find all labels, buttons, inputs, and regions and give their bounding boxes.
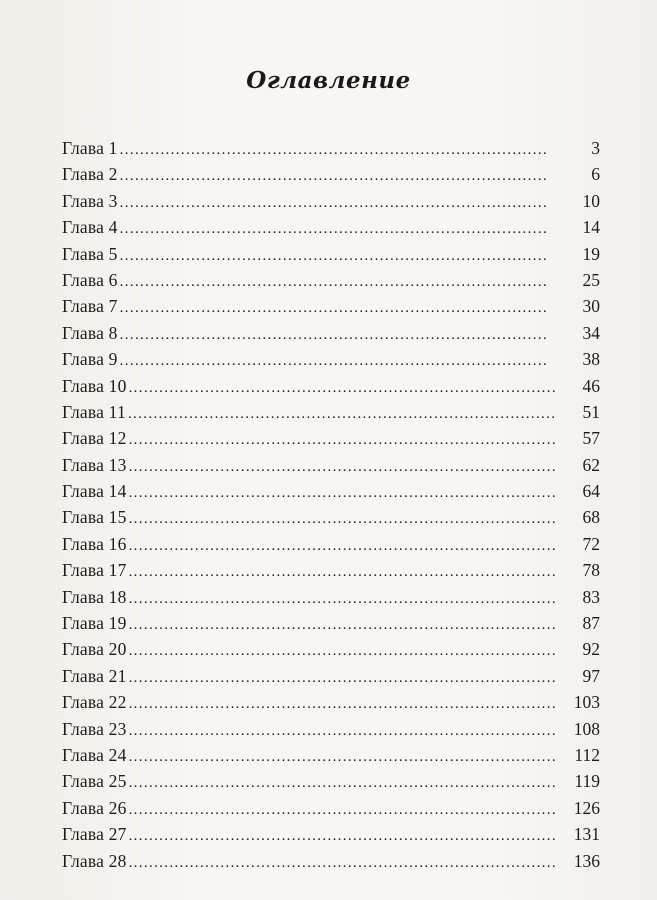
- toc-entry: [62, 373, 600, 399]
- toc-entry-page-number: 131: [573, 824, 600, 845]
- toc-dot-leader: [129, 850, 572, 876]
- toc-entry-label: Глава 26: [62, 797, 127, 818]
- toc-entry: [62, 399, 600, 425]
- toc-dot-leader: [129, 770, 573, 796]
- toc-entry-page-number: 25: [582, 269, 600, 290]
- toc-entry-label: Глава 11: [62, 401, 126, 422]
- toc-entry-page-number: 46: [582, 375, 600, 396]
- toc-entry-label: Глава 9: [62, 349, 118, 370]
- toc-entry-label: Глава 10: [62, 375, 127, 396]
- toc-entry: [62, 610, 600, 636]
- toc-dot-leader: [129, 533, 581, 559]
- toc-dot-leader: [129, 480, 581, 506]
- toc-entry-page-number: 38: [582, 349, 600, 370]
- table-of-contents: [62, 135, 600, 874]
- toc-entry: [62, 584, 600, 610]
- toc-entry: [62, 716, 600, 742]
- toc-entry: [62, 241, 600, 267]
- toc-dot-leader: [120, 269, 581, 295]
- toc-entry-label: Глава 21: [62, 665, 127, 686]
- toc-dot-leader: [129, 744, 573, 770]
- toc-dot-leader: [120, 216, 581, 242]
- toc-dot-leader: [129, 797, 572, 823]
- toc-entry-page-number: 83: [582, 586, 600, 607]
- toc-entry-page-number: 97: [582, 665, 600, 686]
- toc-entry-label: Глава 13: [62, 454, 127, 475]
- toc-entry-page-number: 62: [582, 454, 600, 475]
- toc-dot-leader: [120, 243, 581, 269]
- toc-dot-leader: [129, 375, 581, 401]
- toc-entry-label: Глава 23: [62, 718, 127, 739]
- toc-dot-leader: [129, 612, 581, 638]
- toc-entry: [62, 663, 600, 689]
- toc-entry-page-number: 72: [582, 533, 600, 554]
- toc-dot-leader: [120, 163, 590, 189]
- toc-entry-label: Глава 24: [62, 744, 127, 765]
- toc-entry: [62, 557, 600, 583]
- toc-entry: [62, 320, 600, 346]
- toc-dot-leader: [120, 137, 590, 163]
- toc-entry-label: Глава 14: [62, 481, 127, 502]
- toc-entry-page-number: 3: [591, 138, 600, 158]
- toc-entry: [62, 531, 600, 557]
- toc-entry-page-number: 10: [582, 190, 600, 211]
- toc-entry-label: Глава 19: [62, 613, 127, 634]
- toc-entry-page-number: 78: [582, 560, 600, 581]
- toc-entry-page-number: 108: [573, 718, 600, 739]
- toc-entry: [62, 452, 600, 478]
- toc-dot-leader: [129, 691, 572, 717]
- toc-entry: [62, 293, 600, 319]
- toc-entry-page-number: 34: [582, 322, 600, 343]
- toc-dot-leader: [129, 823, 572, 849]
- page-title: Оглавление: [246, 67, 411, 95]
- toc-entry-label: Глава 18: [62, 586, 127, 607]
- toc-entry-page-number: 14: [582, 217, 600, 238]
- toc-entry-label: Глава 1: [62, 138, 118, 158]
- toc-dot-leader: [120, 322, 581, 348]
- toc-entry-label: Глава 5: [62, 243, 118, 264]
- toc-entry-page-number: 87: [582, 613, 600, 634]
- toc-entry: [62, 346, 600, 372]
- toc-entry: [62, 689, 600, 715]
- toc-entry-label: Глава 12: [62, 428, 127, 449]
- toc-entry-page-number: 136: [573, 850, 600, 871]
- toc-entry: [62, 848, 600, 874]
- toc-dot-leader: [129, 586, 581, 612]
- toc-entry: [62, 795, 600, 821]
- toc-entry-page-number: 57: [582, 428, 600, 449]
- toc-entry: [62, 768, 600, 794]
- toc-entry: [62, 425, 600, 451]
- toc-dot-leader: [120, 190, 581, 216]
- toc-entry-page-number: 103: [573, 692, 600, 713]
- toc-dot-leader: [129, 638, 581, 664]
- toc-entry-page-number: 119: [574, 771, 600, 792]
- toc-entry-label: Глава 15: [62, 507, 127, 528]
- toc-entry: [62, 636, 600, 662]
- toc-dot-leader: [129, 559, 581, 585]
- toc-entry-label: Глава 17: [62, 560, 127, 581]
- toc-entry-label: Глава 7: [62, 296, 118, 317]
- toc-entry-page-number: 64: [582, 481, 600, 502]
- toc-entry-page-number: 51: [582, 401, 600, 422]
- toc-entry: [62, 267, 600, 293]
- toc-dot-leader: [129, 454, 581, 480]
- toc-entry: [62, 478, 600, 504]
- toc-entry-label: Глава 25: [62, 771, 127, 792]
- toc-dot-leader: [129, 718, 572, 744]
- toc-entry-label: Глава 27: [62, 824, 127, 845]
- toc-entry-label: Глава 16: [62, 533, 127, 554]
- toc-dot-leader: [128, 401, 581, 427]
- toc-entry-label: Глава 3: [62, 190, 118, 211]
- bleed-through-text: [620, 0, 657, 440]
- toc-entry-label: Глава 22: [62, 692, 127, 713]
- toc-entry-label: Глава 28: [62, 850, 127, 871]
- toc-dot-leader: [129, 506, 581, 532]
- toc-entry-label: Глава 6: [62, 269, 118, 290]
- toc-entry: [62, 214, 600, 240]
- toc-dot-leader: [120, 295, 581, 321]
- toc-entry-page-number: 6: [591, 164, 600, 185]
- toc-entry: [62, 504, 600, 530]
- toc-entry-page-number: 30: [582, 296, 600, 317]
- toc-entry-page-number: 126: [573, 797, 600, 818]
- toc-entry-label: Глава 20: [62, 639, 127, 660]
- toc-entry: [62, 161, 600, 187]
- toc-entry: [62, 742, 600, 768]
- toc-entry-page-number: 92: [582, 639, 600, 660]
- toc-entry: [62, 821, 600, 847]
- toc-entry: [62, 135, 600, 161]
- toc-entry-label: Глава 8: [62, 322, 118, 343]
- toc-dot-leader: [129, 665, 581, 691]
- toc-entry: [62, 188, 600, 214]
- toc-entry-label: Глава 2: [62, 164, 118, 185]
- toc-entry-page-number: 19: [582, 243, 600, 264]
- toc-entry-page-number: 112: [574, 744, 600, 765]
- toc-dot-leader: [120, 348, 581, 374]
- toc-entry-label: Глава 4: [62, 217, 118, 238]
- toc-dot-leader: [129, 427, 581, 453]
- toc-entry-page-number: 68: [582, 507, 600, 528]
